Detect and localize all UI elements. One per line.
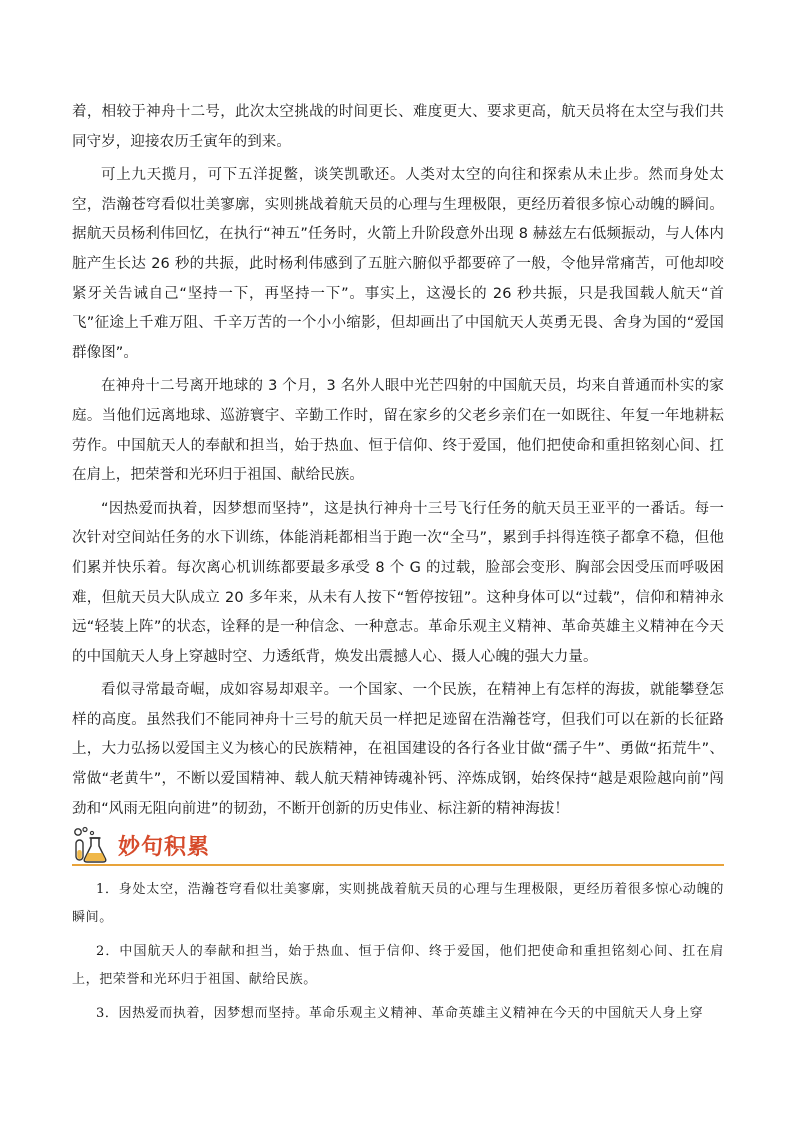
quote-item: 2．中国航天人的奉献和担当，始于热血、恒于信仰、终于爱国，他们把使命和重担铭刻心间、扛在肩上，把荣誉和光环归于祖国、献给民族。 <box>72 944 724 987</box>
paragraph: “因热爱而执着，因梦想而坚持”，这是执行神舟十三号飞行任务的航天员王亚平的一番话。每一次针对空间站任务的水下训练，体能消耗都相当于跑一次“全马”，累到手抖得连筷子都拿不稳，但他们累并快乐着。每次离心机训练都要最多承受 8 个 G 的过载，脸部会变形、胸部会因受压而呼吸困难，但航天员大队成立 20 多年来，从未有人按下“暂停按钮”。这种身体可以“过载”，信仰和精神永远“轻装上阵”的状态，诠释的是一种信念、一种意志。革命乐观主义精神、革命英雄主义精神在今天的中国航天人身上穿越时空、力透纸背，焕发出震撼人心、摄人心魄的强大力量。 <box>72 500 724 665</box>
quote-list <box>72 876 724 1034</box>
quote-item: 1．身处太空，浩瀚苍穹看似壮美寥廓，实则挑战着航天员的心理与生理极限，更经历着很多惊心动魄的瞬间。 <box>72 882 724 925</box>
chemistry-flask-icon <box>72 826 108 864</box>
quote-item: 3．因热爱而执着，因梦想而坚持。革命乐观主义精神、革命英雄主义精神在今天的中国航天人身上穿 <box>96 1006 704 1021</box>
section-title: 妙句积累 <box>118 835 211 860</box>
article-body <box>72 98 724 828</box>
paragraph: 可上九天揽月，可下五洋捉鳖，谈笑凯歌还。人类对太空的向往和探索从未止步。然而身处太空，浩瀚苍穹看似壮美寥廓，实则挑战着航天员的心理与生理极限，更经历着很多惊心动魄的瞬间。据航天员杨利伟回忆，在执行“神五”任务时，火箭上升阶段意外出现 8 赫兹左右低频振动，与人体内脏产生长达 26 秒的共振，此时杨利伟感到了五脏六腑似乎都要碎了一般，令他异常痛苦，可他却咬紧牙关告诫自己“坚持一下，再坚持一下”。事实上，这漫长的 26 秒共振，只是我国载人航天“首飞”征途上千难万阻、千辛万苦的一个小小缩影，但却画出了中国航天人英勇无畏、舍身为国的“爱国群像图”。 <box>72 167 724 361</box>
paragraph: 在神舟十二号离开地球的 3 个月，3 名外人眼中光芒四射的中国航天员，均来自普通而朴实的家庭。当他们远离地球、巡游寰宇、辛勤工作时，留在家乡的父老乡亲们在一如既往、年复一年地耕耘劳作。中国航天人的奉献和担当，始于热血、恒于信仰、终于爱国，他们把使命和重担铭刻心间、扛在肩上，把荣誉和光环归于祖国、献给民族。 <box>72 378 724 484</box>
paragraph: 看似寻常最奇崛，成如容易却艰辛。一个国家、一个民族，在精神上有怎样的海拔，就能攀登怎样的高度。虽然我们不能同神舟十三号的航天员一样把足迹留在浩瀚苍穹，但我们可以在新的长征路上，大力弘扬以爱国主义为核心的民族精神，在祖国建设的各行各业甘做“孺子牛”、勇做“拓荒牛”、常做“老黄牛”，不断以爱国精神、载人航天精神铸魂补钙、淬炼成钢，始终保持“越是艰险越向前”闯劲和“风雨无阻向前进”的韧劲，不断开创新的历史伟业、标注新的精神海拔！ <box>72 682 724 817</box>
section-header <box>72 826 724 866</box>
section-divider <box>72 864 724 866</box>
paragraph: 着，相较于神舟十二号，此次太空挑战的时间更长、难度更大、要求更高，航天员将在太空与我们共同守岁，迎接农历壬寅年的到来。 <box>72 104 724 150</box>
